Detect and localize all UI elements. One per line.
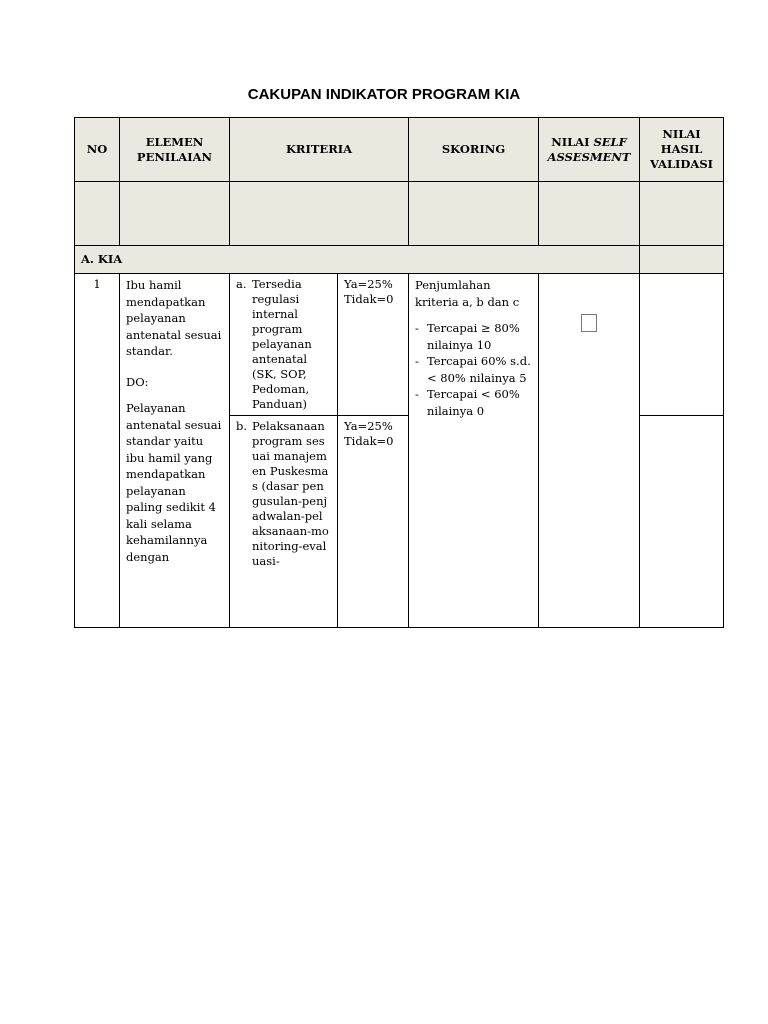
table-row <box>75 274 724 416</box>
skoring-cell <box>409 274 539 628</box>
do-text: Pelayanan antenatal sesuai standar yaitu ibu hamil yang mendapatkan pelayanan paling sedikit 4 kali selama kehamilannya dengan <box>126 401 222 564</box>
list-item: - Tercapai < 60% nilainya 0 <box>415 387 520 418</box>
validasi-cell-b[interactable] <box>640 416 724 628</box>
score-a-ya: Ya=25% <box>344 277 393 291</box>
score-a-tidak: Tidak=0 <box>344 292 394 306</box>
header-validasi: NILAI HASIL VALIDASI <box>640 118 724 182</box>
kriteria-b-marker: b. <box>236 419 248 433</box>
self-assessment-cell[interactable] <box>539 274 640 628</box>
kriteria-a-marker: a. <box>236 277 247 291</box>
header-row <box>75 118 724 182</box>
checkbox-icon[interactable] <box>581 314 597 332</box>
elemen-cell <box>120 274 230 628</box>
kriteria-a-text: Tersedia regulasi internal program pelayanan antenatal (SK, SOP, Pedoman, Panduan) <box>252 277 312 411</box>
list-item: - Tercapai 60% s.d. < 80% nilainya 5 <box>415 354 531 385</box>
score-b-ya: Ya=25% <box>344 419 393 433</box>
empty-row <box>75 182 724 246</box>
section-row <box>75 246 724 274</box>
kriteria-b-cell <box>230 416 338 628</box>
kriteria-b-text: Pelaksanaan program sesuai manajemen Puskesmas (dasar pengusulan-penjadwalan-pelaksanaan-monitoring-evaluasi- <box>252 419 329 568</box>
document-title: CAKUPAN INDIKATOR PROGRAM KIA <box>247 86 521 103</box>
score-b-cell <box>338 416 409 628</box>
row-number: 1 <box>75 274 120 628</box>
kriteria-a-cell <box>230 274 338 416</box>
skoring-intro: Penjumlahan kriteria a, b dan c <box>415 278 520 309</box>
elemen-text: Ibu hamil mendapatkan pelayanan antenatal sesuai standar. <box>126 278 222 358</box>
header-no: NO <box>75 118 120 182</box>
header-kriteria: KRITERIA <box>230 118 409 182</box>
header-skoring: SKORING <box>409 118 539 182</box>
validasi-cell-a[interactable] <box>640 274 724 416</box>
header-self-assessment: NILAI SELF ASSESMENT <box>539 118 640 182</box>
list-item: - Tercapai ≥ 80% nilainya 10 <box>415 321 520 352</box>
score-b-tidak: Tidak=0 <box>344 434 394 448</box>
header-elemen: ELEMEN PENILAIAN <box>120 118 230 182</box>
do-label: DO: <box>126 374 149 389</box>
assessment-table <box>74 117 724 628</box>
section-label: A. KIA <box>75 246 640 274</box>
skoring-list <box>415 320 532 419</box>
score-a-cell <box>338 274 409 416</box>
